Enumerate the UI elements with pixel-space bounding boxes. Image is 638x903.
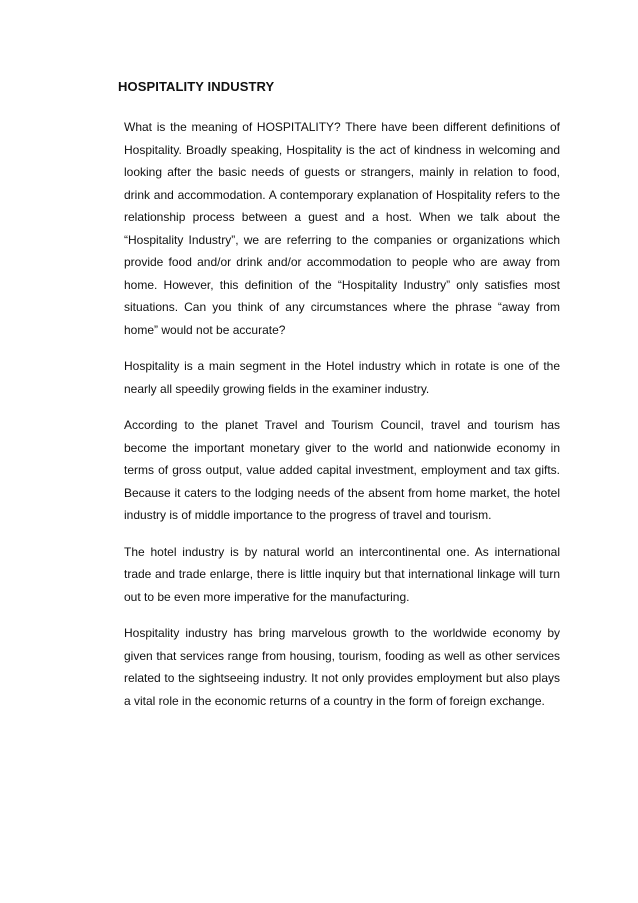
paragraph-economic-growth: Hospitality industry has bring marvelous growth to the worldwide economy by given that services range from housing, tourism, fooding as well as other services related to the sightseeing industry. It not only provides employment but also plays a vital role in the economic returns of a country in the form of foreign exchange. [124, 626, 560, 708]
paragraph-meaning-of-hospitality: What is the meaning of HOSPITALITY? There have been different definitions of Hospitality. Broadly speaking, Hospitality is the act of kindness in welcoming and looking after the basic needs of guests or strangers, mainly in relation to food, drink and accommodation. A contemporary explanation of Hospitality refers to the relationship process between a guest and a host. When we talk about the “Hospitality Industry”, we are referring to the companies or organizations which provide food and/or drink and/or accommodation to people who are away from home. However, this definition of the “Hospitality Industry” only satisfies most situations. Can you think of any circumstances where the phrase “away from home” would not be accurate? [124, 120, 560, 337]
page-heading: HOSPITALITY INDUSTRY [118, 79, 275, 94]
paragraph-international-industry: The hotel industry is by natural world an intercontinental one. As international trade and trade enlarge, there is little inquiry but that international linkage will turn out to be even more imperative for the manufacturing. [124, 544, 560, 604]
body-text [124, 116, 560, 726]
paragraph-hotel-segment: Hospitality is a main segment in the Hotel industry which in rotate is one of the nearly all speedily growing fields in the examiner industry. [124, 359, 560, 396]
paragraph-travel-tourism-council: According to the planet Travel and Tourism Council, travel and tourism has become the important monetary giver to the world and nationwide economy in terms of gross output, value added capital investment, employment and tax gifts. Because it caters to the lodging needs of the absent from home market, the hotel industry is of middle importance to the progress of travel and tourism. [124, 418, 560, 522]
